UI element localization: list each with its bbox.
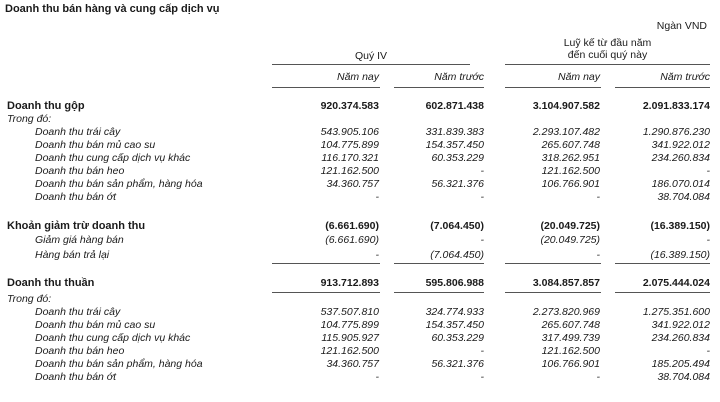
row-label: Trong đó: [7,293,52,305]
row-label: Doanh thu bán sản phẩm, hàng hóa [35,358,203,370]
table-row [0,139,720,151]
row-label: Doanh thu gộp [7,100,85,112]
cell-y-this: (20.049.725) [540,220,600,232]
table-row [0,126,720,138]
cell-y-this: 2.273.820.969 [532,306,600,318]
cell-q-this: 920.374.583 [320,100,379,112]
table-row [0,220,720,232]
cell-y-prev: 38.704.084 [657,371,710,383]
table-row [0,293,720,305]
cell-y-this: 121.162.500 [541,165,600,177]
row-label: Doanh thu bán sản phẩm, hàng hóa [35,178,203,190]
cell-y-this: 317.499.739 [541,332,600,344]
cell-y-prev: 234.260.834 [651,332,710,344]
cell-y-prev: (16.389.150) [650,249,710,261]
cell-q-prev: 60.353.229 [431,152,484,164]
row-label: Doanh thu cung cấp dịch vụ khác [35,152,191,164]
cell-q-prev: 154.357.450 [425,319,484,331]
table-row [0,371,720,383]
header-rule-ytd [505,64,710,65]
table-row [0,191,720,203]
cell-q-prev: 331.839.383 [425,126,484,138]
row-label: Doanh thu thuần [7,277,95,289]
cell-y-this: - [596,371,600,383]
cell-y-prev: 38.704.084 [657,191,710,203]
row-label: Doanh thu trái cây [35,126,121,138]
cell-y-prev: - [706,165,710,177]
table-row [0,165,720,177]
cell-q-prev: 595.806.988 [425,277,484,289]
cell-y-this: 265.607.748 [541,139,600,151]
cell-y-this: 106.766.901 [541,358,600,370]
col-header-rule-3 [505,87,601,88]
table-row [0,152,720,164]
col-header-rule-1 [272,87,380,88]
cell-q-prev: 154.357.450 [425,139,484,151]
header-quarter: Quý IV [354,50,388,62]
cell-y-this: 2.293.107.482 [532,126,600,138]
cell-y-this: 318.262.951 [541,152,600,164]
subtotal-rule-4 [615,263,710,264]
cell-q-this: 537.507.810 [320,306,379,318]
cell-q-prev: - [480,191,484,203]
cell-y-prev: 186.070.014 [651,178,710,190]
cell-q-this: 34.360.757 [326,178,379,190]
cell-y-this: 121.162.500 [541,345,600,357]
col-header-y-prev: Năm trước [660,71,710,83]
col-header-y-this: Năm nay [557,71,600,83]
cell-y-prev: 341.922.012 [651,319,710,331]
cell-q-this: 543.905.106 [320,126,379,138]
subtotal-rule-2 [394,263,484,264]
cell-y-prev: 2.075.444.024 [642,277,710,289]
row-label: Doanh thu bán mủ cao su [35,139,156,151]
cell-y-prev: 185.205.494 [651,358,710,370]
cell-q-this: (6.661.690) [325,234,379,246]
cell-y-this: - [596,191,600,203]
unit-label: Ngàn VND [656,20,707,32]
table-row [0,319,720,331]
cell-q-this: 121.162.500 [320,165,379,177]
page-title: Doanh thu bán hàng và cung cấp dịch vụ [5,3,220,15]
cell-y-this: 265.607.748 [541,319,600,331]
cell-q-prev: - [480,165,484,177]
cell-y-prev: 2.091.833.174 [642,100,710,112]
table-row [0,249,720,261]
cell-q-this: 121.162.500 [320,345,379,357]
table-row [0,277,720,289]
header-ytd-line1: Luỹ kế từ đầu năm [563,37,652,49]
table-row [0,306,720,318]
table-row [0,234,720,246]
row-label: Trong đó: [7,113,52,125]
row-label: Doanh thu bán heo [35,165,125,177]
table-row [0,100,720,112]
row-label: Doanh thu bán heo [35,345,125,357]
cell-q-this: - [375,371,379,383]
cell-y-this: (20.049.725) [540,234,600,246]
cell-y-prev: 1.275.351.600 [642,306,710,318]
cell-y-this: - [596,249,600,261]
header-ytd [505,37,710,61]
cell-q-this: 104.775.899 [320,319,379,331]
table-row [0,358,720,370]
cell-q-prev: 60.353.229 [431,332,484,344]
row-label: Doanh thu bán ớt [35,191,117,203]
row-label: Doanh thu bán mủ cao su [35,319,156,331]
cell-y-prev: - [706,234,710,246]
row-label: Giảm giá hàng bán [35,234,124,246]
table-row [0,113,720,125]
subtotal-rule-1 [272,263,380,264]
row-label: Khoản giảm trừ doanh thu [7,220,146,232]
cell-q-prev: - [480,371,484,383]
cell-q-this: (6.661.690) [325,220,379,232]
cell-y-prev: 234.260.834 [651,152,710,164]
cell-q-this: 115.905.927 [321,332,379,344]
cell-q-prev: (7.064.450) [430,220,484,232]
cell-q-this: - [375,249,379,261]
cell-q-prev: 56.321.376 [431,358,484,370]
cell-y-this: 106.766.901 [541,178,600,190]
cell-q-this: 913.712.893 [320,277,379,289]
cell-q-prev: (7.064.450) [430,249,484,261]
col-header-q-prev: Năm trước [434,71,484,83]
row-label: Hàng bán trả lại [35,249,110,261]
cell-y-prev: 341.922.012 [651,139,710,151]
cell-y-this: 3.084.857.857 [532,277,600,289]
col-header-rule-2 [394,87,484,88]
row-label: Doanh thu bán ớt [35,371,117,383]
cell-y-prev: 1.290.876.230 [642,126,710,138]
cell-q-this: - [375,191,379,203]
table-row [0,178,720,190]
cell-q-prev: 602.871.438 [425,100,484,112]
col-header-q-this: Năm nay [336,71,379,83]
table-row [0,332,720,344]
subtotal-rule-3 [505,263,601,264]
row-label: Doanh thu cung cấp dịch vụ khác [35,332,191,344]
cell-q-prev: 56.321.376 [431,178,484,190]
cell-y-this: 3.104.907.582 [532,100,600,112]
header-rule-quarter [272,64,470,65]
col-header-rule-4 [615,87,710,88]
cell-q-prev: 324.774.933 [425,306,484,318]
cell-q-prev: - [480,345,484,357]
cell-y-prev: (16.389.150) [650,220,710,232]
table-row [0,345,720,357]
cell-q-this: 34.360.757 [326,358,379,370]
cell-q-this: 116.170.321 [321,152,379,164]
row-label: Doanh thu trái cây [35,306,121,318]
cell-y-prev: - [706,345,710,357]
cell-q-prev: - [480,234,484,246]
cell-q-this: 104.775.899 [320,139,379,151]
header-ytd-line2: đến cuối quý này [567,49,648,61]
